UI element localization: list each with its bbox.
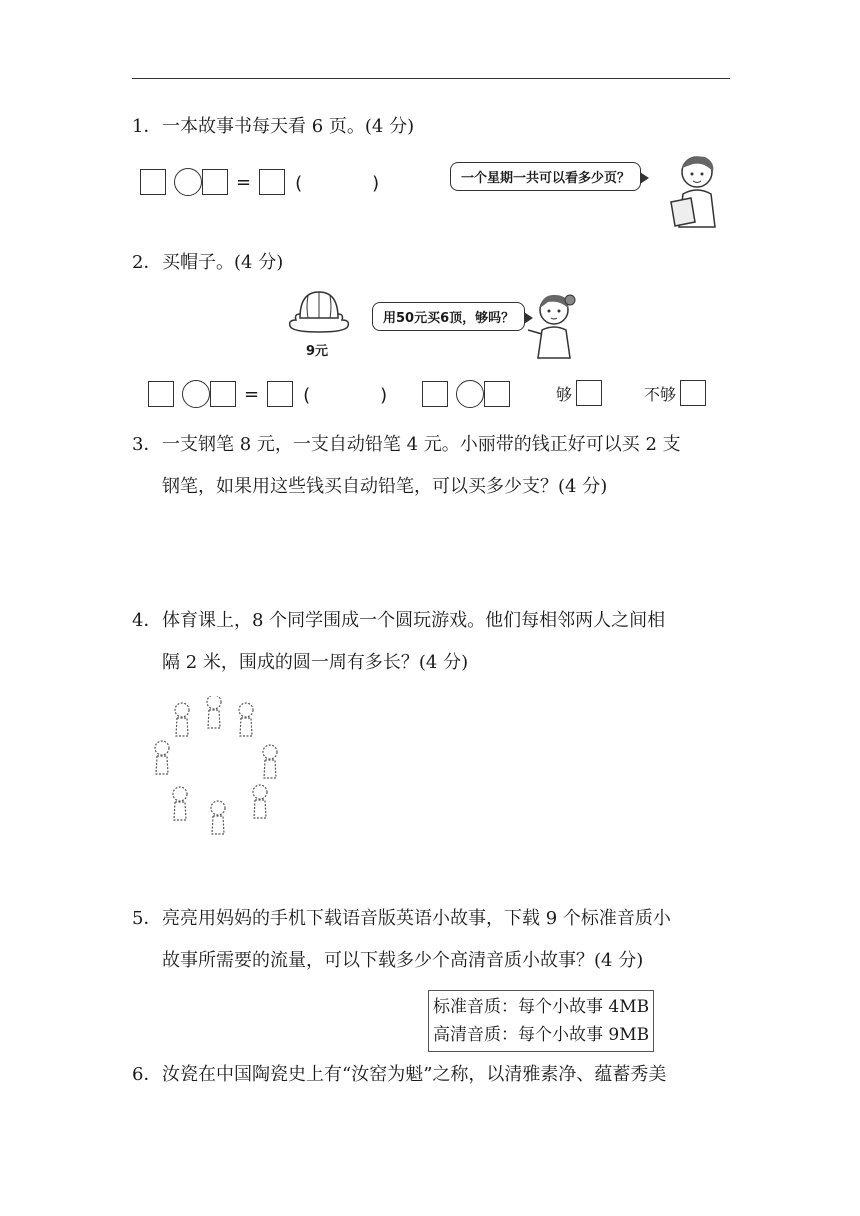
speech-bubble [372, 302, 525, 331]
q2-equation [148, 380, 413, 408]
enough-check-box[interactable] [576, 380, 602, 406]
question-text: 亮亮用妈妈的手机下载语音版英语小故事，下载 9 个标准音质小 [162, 908, 671, 929]
operator-circle[interactable] [182, 380, 210, 408]
answer-box[interactable] [148, 381, 174, 407]
question-text: 体育课上，8 个同学围成一个圆玩游戏。他们每相邻两人之间相 [162, 610, 666, 631]
question-2 [132, 242, 732, 284]
bubble-text: 一个星期一共可以看多少页？ [461, 171, 631, 186]
question-5 [132, 898, 732, 982]
audio-quality-info-box [428, 990, 654, 1052]
q2-compare [422, 380, 510, 408]
question-number: 2． [132, 252, 162, 273]
question-text-continued: 故事所需要的流量，可以下载多少个高清音质小故事？(4 分) [162, 950, 644, 971]
answer-box[interactable] [202, 169, 228, 195]
girl-icon [524, 290, 580, 360]
answer-box[interactable] [267, 381, 293, 407]
question-text: 一本故事书每天看 6 页。(4 分) [162, 116, 415, 137]
not-enough-check-box[interactable] [680, 380, 706, 406]
not-enough-option [644, 380, 706, 406]
bubble-text: 用50元买6顶，够吗？ [383, 311, 515, 326]
question-text-continued: 隔 2 米，围成的圆一周有多长？(4 分) [162, 652, 469, 673]
unit-paren[interactable]: ( ) [295, 173, 406, 194]
question-3 [132, 424, 732, 508]
equals-sign: = [236, 171, 252, 193]
question-text-continued: 钢笔，如果用这些钱买自动铅笔，可以买多少支？(4 分) [162, 476, 608, 497]
boy-reading-icon [665, 152, 725, 230]
question-text: 一支钢笔 8 元，一支自动铅笔 4 元。小丽带的钱正好可以买 2 支 [162, 434, 681, 455]
hat-price: 9元 [306, 344, 329, 359]
answer-box[interactable] [140, 169, 166, 195]
speech-bubble [450, 162, 641, 191]
enough-option [556, 380, 602, 406]
unit-paren[interactable]: ( ) [303, 385, 414, 406]
question-1 [132, 106, 732, 148]
answer-box[interactable] [422, 381, 448, 407]
question-text: 买帽子。(4 分) [162, 252, 284, 273]
answer-box[interactable] [210, 381, 236, 407]
operator-circle[interactable] [456, 380, 484, 408]
answer-box[interactable] [484, 381, 510, 407]
not-enough-label: 不够 [644, 384, 677, 404]
question-number: 6． [132, 1064, 162, 1085]
question-number: 4． [132, 610, 162, 631]
header-rule [132, 78, 730, 79]
hd-quality-line: 高清音质：每个小故事 9MB [433, 1025, 650, 1045]
question-number: 5． [132, 908, 162, 929]
answer-box[interactable] [259, 169, 285, 195]
hat-icon [286, 288, 352, 338]
equals-sign: = [244, 383, 260, 405]
q1-equation [140, 168, 405, 196]
operator-circle[interactable] [174, 168, 202, 196]
question-number: 3． [132, 434, 162, 455]
standard-quality-line: 标准音质：每个小故事 4MB [433, 997, 650, 1017]
children-circle-icon [148, 696, 288, 856]
question-6 [132, 1054, 732, 1096]
question-4 [132, 600, 732, 684]
enough-label: 够 [556, 384, 573, 404]
question-text: 汝瓷在中国陶瓷史上有“汝窑为魁”之称，以清雅素净、蕴蓄秀美 [162, 1064, 667, 1085]
question-number: 1． [132, 116, 162, 137]
